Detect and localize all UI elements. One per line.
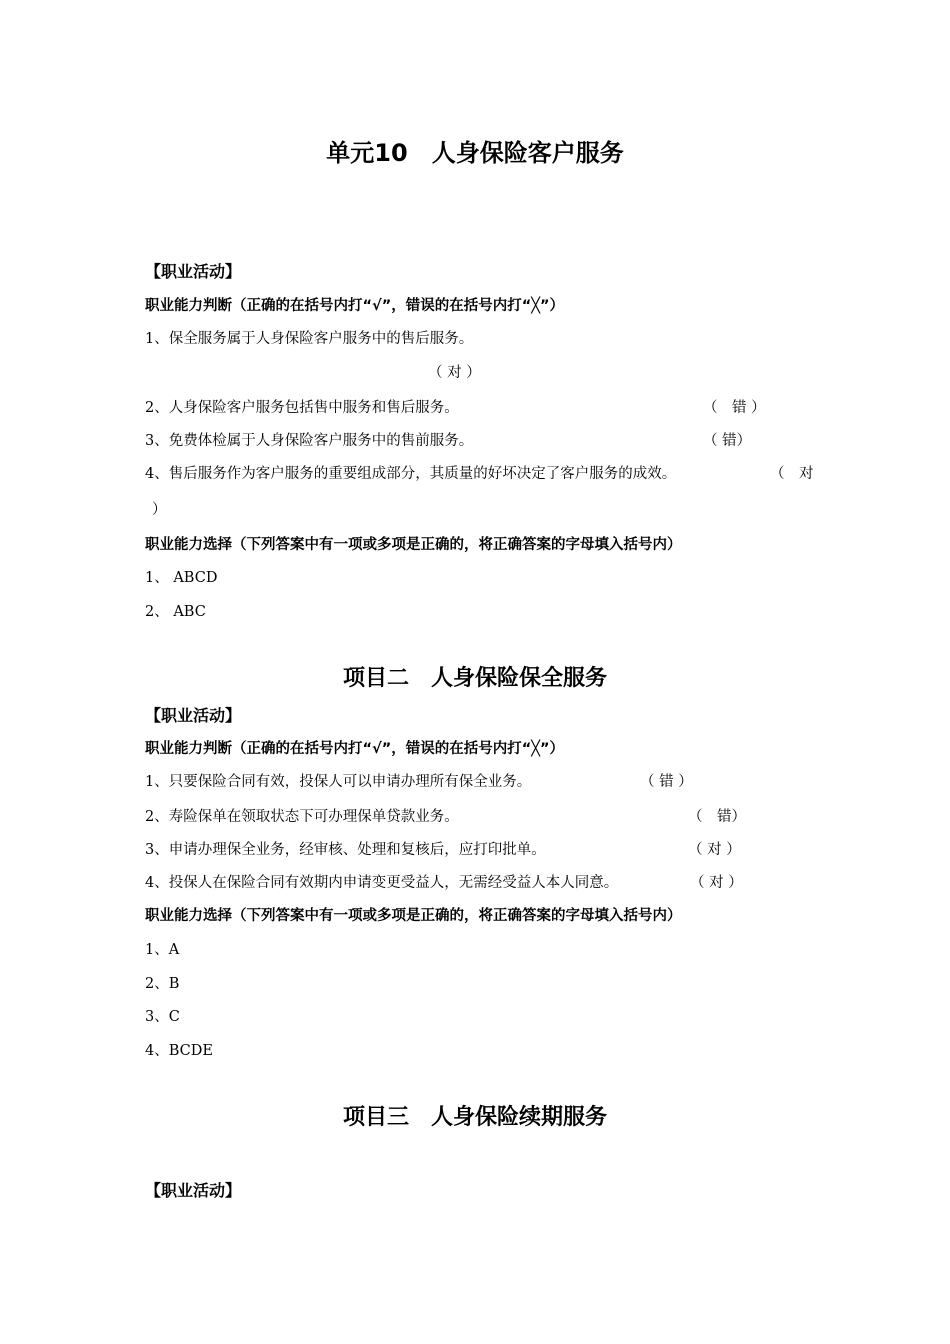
judge-question: 4、投保人在保险合同有效期内申请变更受益人，无需经受益人本人同意。 [145, 875, 619, 891]
choice-answer: 2、B [145, 976, 180, 992]
judge-answer: （ 对 ） [428, 365, 481, 381]
judge-question: 2、寿险保单在领取状态下可办理保单贷款业务。 [145, 809, 459, 825]
judge-question: 2、人身保险客户服务包括售中服务和售后服务。 [145, 400, 459, 416]
judge-answer: （ 错） [688, 809, 746, 825]
activity-heading: 【职业活动】 [145, 262, 242, 281]
section-title: 项目二 人身保险保全服务 [342, 666, 607, 691]
judge-question: 4、售后服务作为客户服务的重要组成部分，其质量的好坏决定了客户服务的成效。 [145, 466, 677, 482]
judge-answer: （ 对 ） [688, 842, 741, 858]
unit-title: 单元10 人身保险客户服务 [326, 139, 624, 167]
judge-answer: （ 对 ） [690, 875, 743, 891]
judge-answer: （ 对 [770, 466, 814, 482]
judge-question: 3、申请办理保全业务，经审核、处理和复核后，应打印批单。 [145, 842, 546, 858]
choice-answer: 1、 ABCD [145, 570, 218, 586]
choice-answer: 3、C [145, 1009, 180, 1025]
activity-heading: 【职业活动】 [145, 706, 242, 725]
judge-instruction: 职业能力判断（正确的在括号内打“√”，错误的在括号内打“╳”） [145, 741, 565, 757]
choice-answer: 4、BCDE [145, 1043, 213, 1059]
choice-answer: 2、 ABC [145, 604, 206, 620]
choice-instruction: 职业能力选择（下列答案中有一项或多项是正确的，将正确答案的字母填入括号内） [145, 537, 682, 553]
judge-question: 1、只要保险合同有效，投保人可以申请办理所有保全业务。 [145, 774, 532, 790]
judge-answer-continued: ） [152, 502, 167, 518]
section-title: 项目三 人身保险续期服务 [342, 1105, 607, 1130]
judge-question: 1、保全服务属于人身保险客户服务中的售后服务。 [145, 331, 474, 347]
choice-instruction: 职业能力选择（下列答案中有一项或多项是正确的，将正确答案的字母填入括号内） [145, 908, 682, 924]
judge-answer: （ 错 ） [640, 774, 693, 790]
judge-instruction: 职业能力判断（正确的在括号内打“√”，错误的在括号内打“╳”） [145, 298, 565, 314]
judge-question: 3、免费体检属于人身保险客户服务中的售前服务。 [145, 433, 474, 449]
activity-heading: 【职业活动】 [145, 1181, 242, 1200]
choice-answer: 1、A [145, 942, 180, 958]
judge-answer: （ 错 ） [703, 400, 766, 416]
judge-answer: （ 错） [703, 433, 752, 449]
